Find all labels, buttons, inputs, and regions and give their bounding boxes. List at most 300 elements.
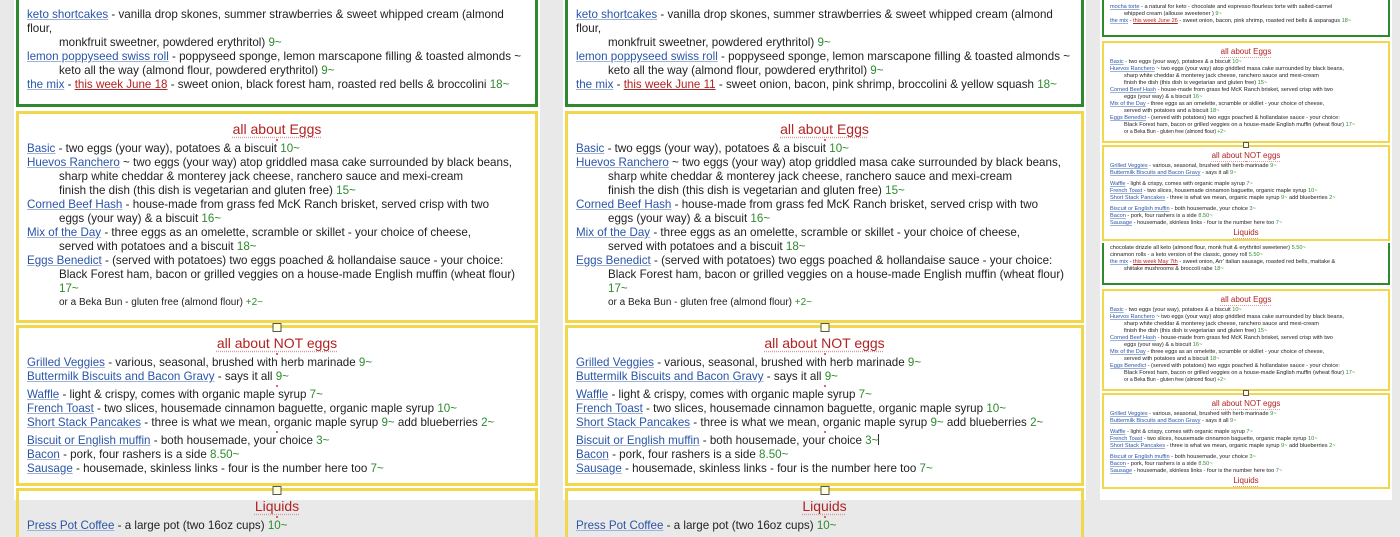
- item-desc: - says it all: [214, 370, 273, 383]
- item-desc-cont: eggs (your way) & a biscuit: [59, 212, 199, 225]
- item-name[interactable]: Buttermilk Biscuits and Bacon Gravy: [576, 370, 764, 383]
- item-price: 10~: [1307, 188, 1318, 194]
- item-price: 7~: [919, 462, 933, 475]
- item-price: 9~: [1270, 411, 1277, 417]
- item-desc-cont: finish the dish (this dish is vegetarian and gluten free): [1124, 80, 1257, 86]
- item-desc: - vanilla drop skones, summer strawberries & sweet whipped cream (almond flour,: [27, 8, 504, 35]
- item-name[interactable]: Basic: [1110, 59, 1124, 65]
- item-price: 9~: [1230, 418, 1237, 424]
- item-price: 7~: [370, 462, 384, 475]
- dot-marker: [1246, 57, 1247, 58]
- list-item: [576, 198, 1073, 226]
- item-desc: - sweet onion, bacon, pink shrimp, roasted red bells & asparagus: [1177, 18, 1341, 24]
- list-item: [1110, 252, 1382, 259]
- list-item: [27, 519, 527, 533]
- item-name[interactable]: Sausage: [27, 462, 73, 475]
- menu-thumbnails: [1100, 0, 1392, 500]
- item-desc: - pork, four rashers is a side: [608, 448, 756, 461]
- list-item: [27, 448, 527, 462]
- list-item: [27, 388, 527, 402]
- item-name[interactable]: Buttermilk Biscuits and Bacon Gravy: [1110, 170, 1201, 176]
- item-name[interactable]: Short Stack Pancakes: [576, 416, 691, 429]
- item-desc-cont: eggs (your way) & a biscuit: [1124, 342, 1192, 348]
- list-item: [1110, 213, 1382, 220]
- item-name[interactable]: Short Stack Pancakes: [1110, 443, 1166, 449]
- item-desc: - housemade, skinless links - four is the number here too: [72, 462, 368, 475]
- item-desc: - three eggs as an omelette, scramble or skillet - your choice of cheese,: [650, 226, 1020, 239]
- list-item: [27, 370, 527, 384]
- item-name[interactable]: lemon poppyseed swiss roll: [576, 50, 718, 63]
- item-name[interactable]: Biscuit or English muffin: [1110, 454, 1170, 460]
- list-item: [576, 370, 1073, 384]
- list-item: [1110, 163, 1382, 170]
- item-name[interactable]: Eggs Benedict: [1110, 363, 1147, 369]
- not-eggs-section: [1102, 145, 1390, 241]
- item-desc: - house-made from grass fed McK Ranch brisket, served crisp with two: [1156, 335, 1333, 341]
- item-name[interactable]: the mix: [27, 78, 65, 91]
- item-desc: - pork, four rashers is a side: [1125, 461, 1197, 467]
- item-name[interactable]: Biscuit or English muffin: [1110, 206, 1170, 212]
- item-name[interactable]: Short Stack Pancakes: [1110, 195, 1166, 201]
- item-extra: add blueberries: [394, 416, 478, 429]
- item-desc: - various, seasonal, brushed with herb marinade: [653, 356, 905, 369]
- item-desc: - three eggs as an omelette, scramble or skillet - your choice of cheese,: [1145, 101, 1325, 107]
- item-name[interactable]: Basic: [1110, 307, 1124, 313]
- liquids-section: [16, 488, 538, 537]
- item-desc: - house-made from grass fed McK Ranch brisket, served crisp with two: [1156, 87, 1333, 93]
- item-name[interactable]: Corned Beef Hash: [27, 198, 123, 211]
- section-heading-cut: Liquids: [1233, 228, 1259, 237]
- item-desc: - says it all: [763, 370, 822, 383]
- item-extra: add blueberries: [1287, 443, 1328, 449]
- item-name[interactable]: Sausage: [1110, 468, 1133, 474]
- item-name[interactable]: the mix: [576, 78, 614, 91]
- item-name[interactable]: Grilled Veggies: [1110, 411, 1148, 417]
- item-price: 7~: [1275, 220, 1283, 226]
- item-price: +2~: [1217, 129, 1227, 135]
- list-item: [576, 156, 1073, 198]
- eggs-section-b: [1102, 289, 1390, 391]
- item-desc: - (served with potatoes) two eggs poached & hollandaise sauce - your choice:: [1146, 115, 1340, 121]
- item-price: 8.50~: [210, 448, 240, 461]
- list-item: [576, 519, 1073, 533]
- item-price: 16~: [750, 212, 771, 225]
- item-name[interactable]: Eggs Benedict: [576, 254, 651, 267]
- item-desc-cont: Black Forest ham, bacon or grilled veggies on a house-made English muffin (wheat flour): [608, 268, 1065, 281]
- not-eggs-section-b: [1102, 393, 1390, 489]
- item-name[interactable]: Mix of the Day: [27, 226, 102, 239]
- item-extra: add blueberries: [1287, 195, 1328, 201]
- item-desc: - two slices, housemade cinnamon baguette, organic maple syrup: [642, 402, 984, 415]
- item-name[interactable]: Sausage: [1110, 220, 1133, 226]
- list-item: [1110, 181, 1382, 188]
- item-name[interactable]: keto shortcakes: [576, 8, 658, 21]
- item-price: 9~: [1230, 170, 1237, 176]
- item-desc: - three eggs as an omelette, scramble or skillet - your choice of cheese,: [101, 226, 471, 239]
- item-desc-cont: Black Forest ham, bacon or grilled veggies on a house-made English muffin (wheat flour): [59, 268, 516, 281]
- item-price: 15~: [336, 184, 356, 197]
- item-price: 2~: [1329, 443, 1336, 449]
- item-name[interactable]: French Toast: [1110, 436, 1143, 442]
- item-name[interactable]: Grilled Veggies: [27, 356, 105, 369]
- list-item: [1110, 115, 1382, 136]
- dot-marker: [824, 139, 826, 141]
- item-name[interactable]: the mix: [1110, 18, 1129, 24]
- item-desc: - two slices, housemade cinnamon baguette, organic maple syrup: [1142, 436, 1307, 442]
- item-desc: - three is what we mean, organic maple syrup: [141, 416, 379, 429]
- item-name[interactable]: Huevos Ranchero: [27, 156, 120, 169]
- section-handle[interactable]: [820, 323, 829, 332]
- item-desc: - three is what we mean, organic maple syrup: [1165, 195, 1280, 201]
- item-price: 9~: [381, 416, 395, 429]
- list-item: [1110, 349, 1382, 363]
- item-desc: - vanilla drop skones, summer strawberries & sweet whipped cream (almond flour,: [576, 8, 1053, 35]
- dot-marker: [276, 431, 278, 433]
- item-price: 17~: [1345, 122, 1356, 128]
- item-name[interactable]: Huevos Ranchero: [1110, 66, 1155, 72]
- item-price: 15~: [1257, 80, 1268, 86]
- item-price: 16~: [201, 212, 222, 225]
- section-handle[interactable]: [273, 486, 282, 495]
- item-price: 8.50~: [1198, 213, 1213, 219]
- item-price: 18~: [1209, 108, 1220, 114]
- week-link[interactable]: this week June 18: [74, 78, 168, 91]
- item-price: 18~: [785, 240, 806, 253]
- item-desc-cont: eggs (your way) & a biscuit: [608, 212, 748, 225]
- item-name[interactable]: Waffle: [1110, 429, 1126, 435]
- item-name[interactable]: Press Pot Coffee: [576, 519, 664, 532]
- item-price: 18~: [1037, 78, 1057, 91]
- list-item: [1110, 363, 1382, 384]
- item-name[interactable]: Waffle: [27, 388, 60, 401]
- item-price: 17~: [608, 282, 628, 295]
- item-desc-cont: finish the dish (this dish is vegetarian and gluten free): [1124, 328, 1257, 334]
- section-heading: all about NOT eggs: [1211, 399, 1281, 408]
- item-desc-cont: served with potatoes and a biscuit: [1124, 356, 1209, 362]
- item-name[interactable]: the mix: [1110, 259, 1129, 265]
- item-price: 17~: [59, 282, 79, 295]
- item-price: 18~: [1209, 356, 1220, 362]
- item-desc-cont: monkfruit sweetner, powdered erythritol): [608, 36, 815, 49]
- item-desc-cont: sharp white cheddar & monterey jack cheese, ranchero sauce and mexi-cream: [1124, 321, 1319, 327]
- item-name[interactable]: Bacon: [1110, 461, 1126, 467]
- list-item: [1110, 4, 1382, 18]
- desserts-section: [565, 0, 1084, 107]
- item-price: 9~: [1281, 443, 1288, 449]
- item-price: 9~: [358, 356, 373, 369]
- list-item: [1110, 454, 1382, 461]
- list-item: [27, 416, 527, 430]
- item-desc: - light & crispy, comes with organic maple syrup: [608, 388, 856, 401]
- eggs-section: [565, 111, 1084, 323]
- item-price: 9~: [1270, 163, 1277, 169]
- item-name[interactable]: Corned Beef Hash: [1110, 87, 1157, 93]
- item-price: 10~: [816, 519, 837, 532]
- item-desc: - poppyseed sponge, lemon marscapone filling & toasted almonds ~: [168, 50, 521, 63]
- item-desc: - two eggs (your way), potatoes & a biscuit: [55, 142, 278, 155]
- section-heading: all about Eggs: [1220, 47, 1272, 56]
- liquids-section: [565, 488, 1084, 537]
- list-item: [1110, 314, 1382, 335]
- section-heading: all about Eggs: [232, 121, 322, 137]
- dot-marker: [1246, 305, 1247, 306]
- section-heading: all about Eggs: [1220, 295, 1272, 304]
- item-price: 2~: [481, 416, 495, 429]
- item-desc-cont: shiitake mushrooms & broccoli rabe: [1124, 266, 1213, 272]
- mix-item: the mix - this week June 26 - sweet onion, bacon, pink shrimp, roasted red bells & asparagus 18~: [1110, 18, 1352, 24]
- list-item: [27, 8, 527, 50]
- list-item: [576, 448, 1073, 462]
- list-item: [1110, 429, 1382, 436]
- item-price: 16~: [1192, 94, 1203, 100]
- list-item: [576, 50, 1073, 78]
- item-name[interactable]: lemon poppyseed swiss roll: [27, 50, 169, 63]
- item-name[interactable]: Bacon: [576, 448, 609, 461]
- item-desc: ~ two eggs (your way) atop griddled masa cake surrounded by black beans,: [668, 156, 1061, 169]
- item-desc: - two slices, housemade cinnamon baguette, organic maple syrup: [93, 402, 435, 415]
- item-desc: - housemade, skinless links - four is the number here too: [1132, 220, 1275, 226]
- item-price: 10~: [1307, 436, 1318, 442]
- list-item: [27, 462, 527, 476]
- item-desc: - housemade, skinless links - four is the number here too: [1132, 468, 1275, 474]
- item-desc: - house-made from grass fed McK Ranch brisket, served crisp with two: [671, 198, 1039, 211]
- item-price: 18~: [1341, 18, 1352, 24]
- item-name[interactable]: Bacon: [27, 448, 60, 461]
- list-item: [1110, 66, 1382, 87]
- list-item: [1110, 206, 1382, 213]
- item-price: 17~: [1345, 370, 1356, 376]
- item-name[interactable]: Buttermilk Biscuits and Bacon Gravy: [27, 370, 215, 383]
- section-handle[interactable]: [1243, 142, 1249, 148]
- section-handle[interactable]: [820, 486, 829, 495]
- list-item: [1110, 188, 1382, 195]
- item-price: 9~: [321, 64, 335, 77]
- item-name[interactable]: Mix of the Day: [576, 226, 651, 239]
- section-handle[interactable]: [1243, 390, 1249, 396]
- dot-marker: [1246, 161, 1247, 162]
- dot-marker: [1246, 409, 1247, 410]
- list-item: [576, 402, 1073, 416]
- list-item: [576, 142, 1073, 156]
- item-name[interactable]: Grilled Veggies: [1110, 163, 1148, 169]
- dot-marker: [276, 353, 278, 355]
- item-name[interactable]: Waffle: [1110, 181, 1126, 187]
- separator: -: [613, 78, 624, 91]
- item-desc-cont: sharp white cheddar & monterey jack cheese, ranchero sauce and mexi-cream: [59, 170, 464, 183]
- item-price: 10~: [829, 142, 849, 155]
- item-desc: - both housemade, your choice: [1169, 454, 1248, 460]
- dot-marker: [824, 516, 826, 518]
- item-desc: - (served with potatoes) two eggs poached & hollandaise sauce - your choice:: [1146, 363, 1340, 369]
- list-item: [1110, 411, 1382, 418]
- item-desc: - three is what we mean, organic maple syrup: [690, 416, 928, 429]
- item-price: 5.50~: [1248, 252, 1263, 258]
- item-desc: - various, seasonal, brushed with herb marinade: [1147, 163, 1269, 169]
- item-price: 8.50~: [759, 448, 789, 461]
- desserts-section: [16, 0, 538, 107]
- dot-marker: [824, 431, 826, 433]
- item-price: 2~: [1329, 195, 1336, 201]
- item-desc: - pork, four rashers is a side: [59, 448, 207, 461]
- item-name[interactable]: Biscuit or English muffin: [576, 434, 700, 447]
- item-desc: - pork, four rashers is a side: [1125, 213, 1197, 219]
- item-price: 8.50~: [1198, 461, 1213, 467]
- list-item: [1110, 170, 1382, 177]
- dot-marker: [824, 353, 826, 355]
- list-item: [27, 434, 527, 448]
- item-name[interactable]: Press Pot Coffee: [27, 519, 115, 532]
- item-price: 9~: [870, 64, 884, 77]
- item-name[interactable]: French Toast: [27, 402, 94, 415]
- week-link[interactable]: this week June 11: [623, 78, 716, 91]
- list-item: [1110, 307, 1382, 314]
- item-price: 9~: [275, 370, 289, 383]
- desserts-section: [1102, 0, 1390, 37]
- item-price: 7~: [858, 388, 872, 401]
- list-item: [576, 416, 1073, 430]
- item-extra: add blueberries: [943, 416, 1027, 429]
- item-desc: - three eggs as an omelette, scramble or skillet - your choice of cheese,: [1145, 349, 1325, 355]
- item-price: 10~: [986, 402, 1006, 415]
- item-price: 9~: [930, 416, 944, 429]
- item-desc: - sweet onion, Arr' italian sausage, roasted red bells, maitake &: [1177, 259, 1336, 265]
- week-link[interactable]: this week June 26: [1133, 18, 1178, 24]
- mix-item: the mix - this week May 7th - sweet onion, Arr' italian sausage, roasted red bells, maitake & shiitake mushrooms & broccoli rabe 18~: [1110, 259, 1336, 272]
- item-desc-cont: whipped cream (allouse sweetener ): [1124, 11, 1214, 17]
- item-desc: - a large pot (two 16oz cups): [114, 519, 265, 532]
- item-desc: - says it all: [1200, 418, 1229, 424]
- item-desc: cinnamon rolls - a keto version of the classic, gooey roll: [1110, 252, 1248, 258]
- item-desc: - a natural for keto - chocolate and espresso flourless torte with salted-carmel: [1139, 4, 1333, 10]
- list-item: [576, 462, 1073, 476]
- mix-item: [27, 78, 527, 92]
- item-name[interactable]: Mix of the Day: [1110, 349, 1146, 355]
- item-price: 18~: [489, 78, 510, 91]
- list-item: [1110, 335, 1382, 349]
- list-item: [1110, 468, 1382, 475]
- item-name[interactable]: Eggs Benedict: [1110, 115, 1147, 121]
- item-price: 18~: [236, 240, 257, 253]
- week-link[interactable]: this week May 7th: [1133, 259, 1178, 265]
- section-heading: all about NOT eggs: [1211, 151, 1281, 160]
- list-item: [27, 356, 527, 370]
- item-name[interactable]: Corned Beef Hash: [576, 198, 672, 211]
- list-item: [1110, 195, 1382, 202]
- item-desc-cont: finish the dish (this dish is vegetarian and gluten free): [59, 184, 333, 197]
- item-name[interactable]: mocha torte: [1110, 4, 1140, 10]
- text-cursor: [878, 434, 879, 445]
- item-desc: - housemade, skinless links - four is the number here too: [621, 462, 917, 475]
- item-name[interactable]: Corned Beef Hash: [1110, 335, 1157, 341]
- list-item: [1110, 436, 1382, 443]
- item-price: 3~: [865, 434, 879, 447]
- item-name[interactable]: Bacon: [1110, 213, 1126, 219]
- section-handle[interactable]: [273, 323, 282, 332]
- item-name[interactable]: French Toast: [576, 402, 643, 415]
- item-desc: - various, seasonal, brushed with herb marinade: [104, 356, 356, 369]
- eggs-section: [16, 111, 538, 323]
- item-desc: - two eggs (your way), potatoes & a biscuit: [1123, 59, 1231, 65]
- item-sub: or a Beka Bun - gluten free (almond flour): [1124, 377, 1216, 383]
- list-item: [27, 142, 527, 156]
- item-price: 2~: [1030, 416, 1044, 429]
- item-desc: - light & crispy, comes with organic maple syrup: [1125, 429, 1245, 435]
- item-price: 7~: [1275, 468, 1283, 474]
- item-price: 5.50~: [1291, 245, 1306, 251]
- eggs-section: [1102, 41, 1390, 143]
- item-sub: or a Beka Bun - gluten free (almond flour): [1124, 129, 1216, 135]
- item-desc-cont: Black Forest ham, bacon or grilled veggies on a house-made English muffin (wheat flour): [1124, 370, 1345, 376]
- item-price: 10~: [1232, 59, 1242, 65]
- item-price: 10~: [267, 519, 288, 532]
- item-price: 15~: [885, 184, 905, 197]
- item-price: +2~: [1217, 377, 1227, 383]
- list-item: [1110, 443, 1382, 450]
- item-name[interactable]: Huevos Ranchero: [1110, 314, 1155, 320]
- item-price: 3~: [316, 434, 330, 447]
- item-desc: - both housemade, your choice: [150, 434, 313, 447]
- item-price: 7~: [1246, 429, 1253, 435]
- item-price: 9~: [817, 36, 831, 49]
- item-desc-cont: keto all the way (almond flour, powdered erythritol): [59, 64, 319, 77]
- item-desc: - (served with potatoes) two eggs poached & hollandaise sauce - your choice:: [101, 254, 504, 267]
- section-heading: Liquids: [802, 498, 847, 514]
- item-name[interactable]: Grilled Veggies: [576, 356, 654, 369]
- item-name[interactable]: Short Stack Pancakes: [27, 416, 142, 429]
- item-price: 18~: [1214, 266, 1224, 272]
- item-price: 9~: [907, 356, 922, 369]
- list-item: [1110, 245, 1382, 252]
- item-sub: or a Beka Bun - gluten free (almond flour): [59, 297, 243, 308]
- item-desc-cont: served with potatoes and a biscuit: [59, 240, 234, 253]
- item-desc: - various, seasonal, brushed with herb marinade: [1147, 411, 1269, 417]
- item-desc: - a large pot (two 16oz cups): [663, 519, 814, 532]
- item-desc-cont: sharp white cheddar & monterey jack cheese, ranchero sauce and mexi-cream: [608, 170, 1013, 183]
- item-desc: - both housemade, your choice: [699, 434, 862, 447]
- item-name[interactable]: Mix of the Day: [1110, 101, 1146, 107]
- not-eggs-section: [16, 325, 538, 486]
- item-desc-cont: eggs (your way) & a biscuit: [1124, 94, 1192, 100]
- item-price: 7~: [1246, 181, 1253, 187]
- item-price: 16~: [1192, 342, 1203, 348]
- item-name[interactable]: Buttermilk Biscuits and Bacon Gravy: [1110, 418, 1201, 424]
- item-price: +2~: [245, 297, 264, 308]
- item-desc-cont: finish the dish (this dish is vegetarian and gluten free): [608, 184, 882, 197]
- section-heading: all about NOT eggs: [216, 335, 338, 351]
- list-item: [1110, 59, 1382, 66]
- list-item: [576, 8, 1073, 50]
- not-eggs-section: [565, 325, 1084, 486]
- item-price: 9~: [824, 370, 838, 383]
- item-name[interactable]: keto shortcakes: [27, 8, 109, 21]
- list-item: [1110, 87, 1382, 101]
- item-name[interactable]: Eggs Benedict: [27, 254, 102, 267]
- item-desc: - light & crispy, comes with organic maple syrup: [1125, 181, 1245, 187]
- item-desc: - two eggs (your way), potatoes & a biscuit: [604, 142, 827, 155]
- item-name[interactable]: Basic: [27, 142, 56, 155]
- item-name[interactable]: Huevos Ranchero: [576, 156, 669, 169]
- item-name[interactable]: Biscuit or English muffin: [27, 434, 151, 447]
- list-item: [576, 434, 1073, 448]
- dot-marker: [276, 139, 278, 141]
- item-price: 9~: [1281, 195, 1288, 201]
- item-price: +2~: [794, 297, 813, 308]
- item-name[interactable]: Sausage: [576, 462, 622, 475]
- item-name[interactable]: Waffle: [576, 388, 609, 401]
- item-name[interactable]: Basic: [576, 142, 605, 155]
- item-name[interactable]: French Toast: [1110, 188, 1143, 194]
- list-item: [576, 388, 1073, 402]
